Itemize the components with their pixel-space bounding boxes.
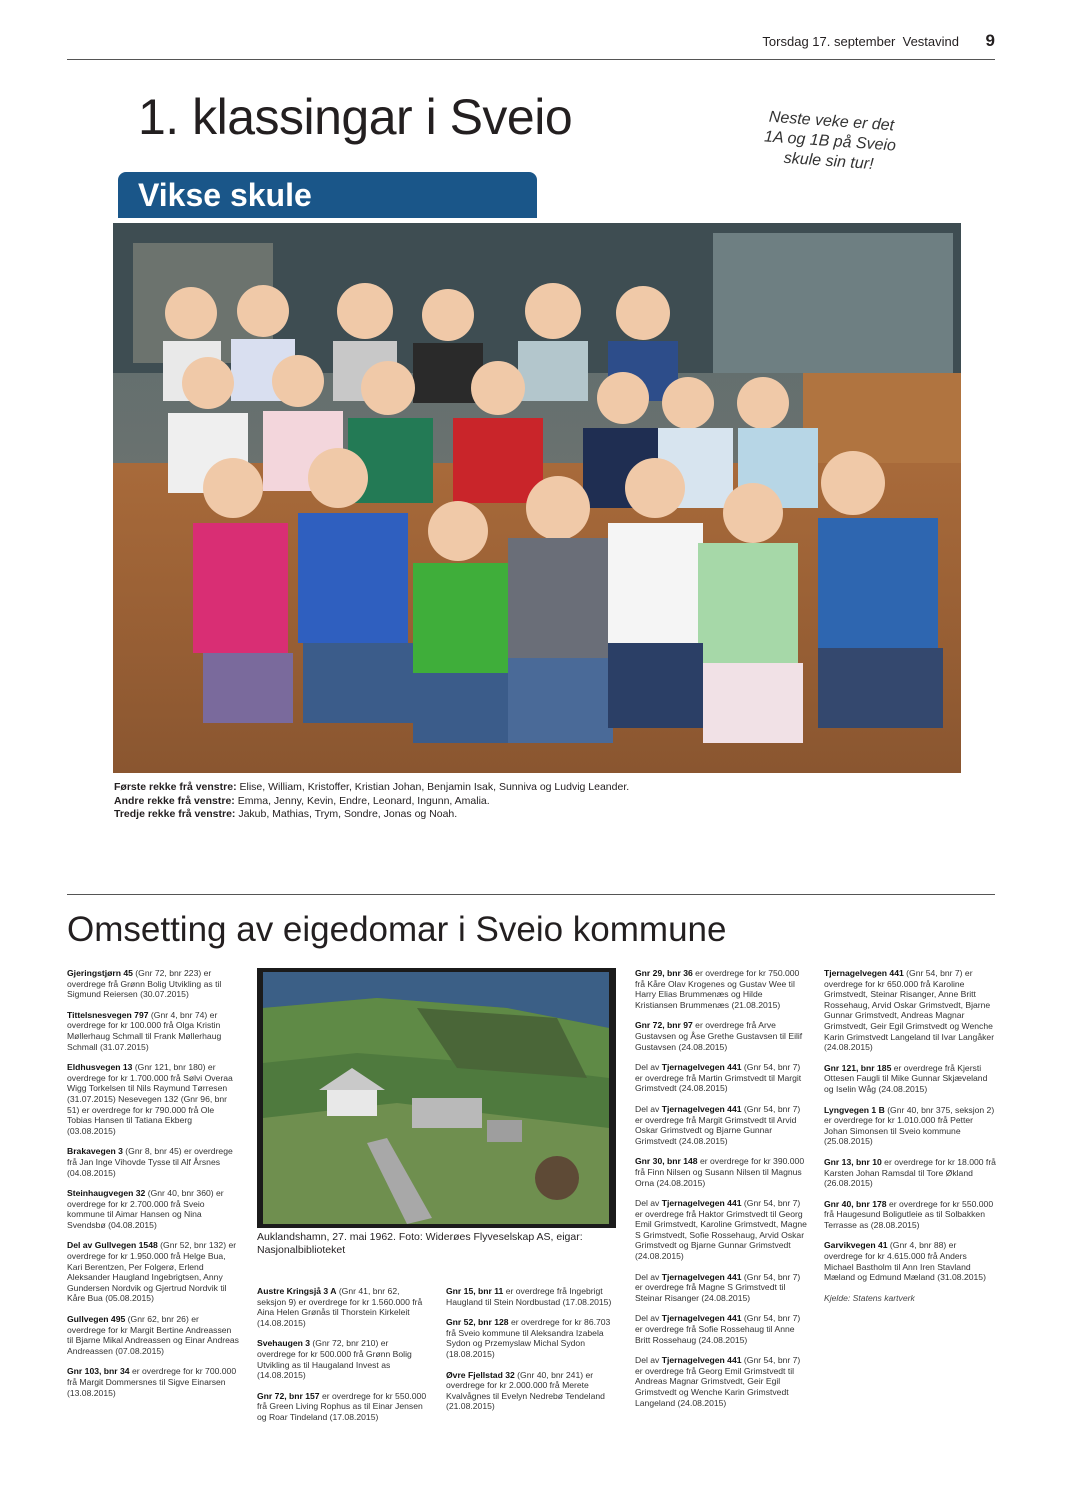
transaction-entry bbox=[635, 1062, 807, 1094]
school-name: Vikse skule bbox=[138, 177, 312, 213]
entry-details: (Gnr 54, bnr 7) er overdrege frå Georg Emil Grimstvedt til Andreas Magnar Grimstvedt, Geir Egil Grimstvedt og Wenche Karin Grimstvedt Langeland (24.08.2015) bbox=[635, 1355, 801, 1408]
entry-details: er overdrege for kr 550.000 frå Green Living Rophus as til Einar Jensen og Roar Tindeland (17.08.2015) bbox=[257, 1390, 427, 1422]
issue-date: Torsdag 17. september bbox=[762, 34, 896, 49]
entry-address: Gnr 72, bnr 157 bbox=[257, 1390, 320, 1401]
entry-address: Del av Gullvegen 1548 bbox=[67, 1240, 158, 1251]
entry-address: Gnr 72, bnr 97 bbox=[635, 1020, 693, 1031]
entry-details: er overdrege for kr 700.000 frå Margit Dommersnes til Sigve Einarsen (13.08.2015) bbox=[67, 1366, 237, 1398]
entry-address: Gnr 30, bnr 148 bbox=[635, 1156, 698, 1167]
transaction-entry bbox=[635, 1272, 807, 1304]
entry-address: Tittelsnesvegen 797 bbox=[67, 1009, 149, 1020]
caption-label: Første rekke frå venstre: bbox=[114, 781, 237, 793]
entry-address: Tjernagelvegen 441 bbox=[661, 1271, 742, 1282]
entry-address: Svehaugen 3 bbox=[257, 1338, 311, 1349]
caption-names: Elise, William, Kristoffer, Kristian Johan, Benjamin Isak, Sunniva og Ludvig Leander. bbox=[236, 781, 630, 793]
aerial-photo bbox=[257, 968, 616, 1228]
entry-details: (Gnr 40, bnr 360) er overdrege for kr 2.700.000 frå Sveio kommune til Aimar Hansen og Nina Svendsbø (04.08.2015) bbox=[67, 1188, 224, 1230]
caption-names: Emma, Jenny, Kevin, Endre, Leonard, Ingunn, Amalia. bbox=[234, 794, 490, 807]
section-title: Omsetting av eigedomar i Sveio kommune bbox=[67, 910, 727, 949]
transaction-entry bbox=[67, 968, 239, 1000]
transaction-entry bbox=[635, 1156, 807, 1188]
transaction-entry bbox=[635, 1313, 807, 1345]
entry-address: Gnr 121, bnr 185 bbox=[824, 1062, 892, 1073]
entry-details: er overdrege for kr 750.000 frå Kåre Olav Krogenes og Gustav Wee til Harry Elias Brummenæs og Hilde Kristiansen Brummenæs (21.08.2015) bbox=[635, 968, 800, 1010]
transaction-entry bbox=[635, 1198, 807, 1262]
transaction-entry bbox=[257, 1391, 429, 1423]
transactions-column-5 bbox=[824, 968, 996, 1303]
transactions-column-4 bbox=[635, 968, 807, 1418]
entry-prefix: Del av bbox=[635, 1313, 662, 1324]
transaction-entry bbox=[446, 1317, 618, 1359]
entry-details: (Gnr 4, bnr 88) er overdrege for kr 4.615.000 frå Anders Michael Bastholm til Ann Iren Stavland Mæland og Edmund Mæland (31.08.2015) bbox=[824, 1240, 986, 1283]
entry-address: Øvre Fjellstad 32 bbox=[446, 1369, 515, 1380]
entry-details: (Gnr 54, bnr 7) er overdrege frå Sofie Rossehaug til Anne Britt Rossehaug (24.08.2015) bbox=[635, 1313, 801, 1345]
transactions-column-3 bbox=[446, 1286, 618, 1422]
entry-prefix: Del av bbox=[635, 1271, 662, 1282]
paper-name: Vestavind bbox=[902, 34, 959, 49]
school-banner bbox=[118, 172, 537, 218]
entry-address: Tjernagelvegen 441 bbox=[661, 1062, 742, 1073]
entry-prefix: Del av bbox=[635, 1355, 662, 1366]
entry-address: Gnr 40, bnr 178 bbox=[824, 1198, 887, 1209]
entry-details: (Gnr 41, bnr 62, seksjon 9) er overdrege for kr 1.560.000 frå Aina Helen Grønås til Thorstein Kirkeleit (14.08.2015) bbox=[257, 1286, 423, 1328]
entry-address: Austre Kringsjå 3 A bbox=[257, 1286, 337, 1296]
entry-details: (Gnr 40, bnr 241) er overdrege for kr 2.000.000 frå Merete Kvalvågnes til Evelyn Nedrebø Tendeland (21.08.2015) bbox=[446, 1369, 605, 1412]
entry-details: (Gnr 54, bnr 7) er overdrege for kr 650.000 frå Karoline Grimstvedt, Steinar Risanger, Anne Britt Rossehaug, Arvid Oskar Grimstvedt, Bjarne Gunnar Grimstvedt, Andreas Magnar Grimstvedt, Geir Egil Grimstvedt og Wenche Karin Grimstvedt Langeland til Ivar Langåker (24.08.2015) bbox=[824, 968, 995, 1053]
caption-row-2 bbox=[114, 795, 964, 809]
transaction-entry bbox=[635, 1020, 807, 1052]
entry-details: er overdrege frå Ingebrigt Haugland til Stein Nordbustad (17.08.2015) bbox=[446, 1286, 612, 1307]
entry-details: (Gnr 54, bnr 7) er overdrege frå Martin Grimstvedt til Margit Grimstvedt (24.08.2015) bbox=[635, 1062, 802, 1094]
entry-address: Tjernagelvegen 441 bbox=[661, 1355, 742, 1366]
entry-address: Tjernagelvegen 441 bbox=[661, 1198, 742, 1209]
transaction-entry bbox=[635, 968, 807, 1010]
page-number: 9 bbox=[985, 31, 995, 50]
transactions-column-2 bbox=[257, 1286, 429, 1433]
teaser-line: skule sin tur! bbox=[783, 149, 875, 174]
caption-label: Andre rekke frå venstre: bbox=[114, 794, 235, 807]
entry-address: Gnr 13, bnr 10 bbox=[824, 1156, 882, 1167]
entry-address: Gnr 29, bnr 36 bbox=[635, 968, 693, 978]
teaser-note bbox=[748, 106, 912, 177]
entry-details: (Gnr 54, bnr 7) er overdrege frå Haktor Grimstvedt til Georg Emil Grimstvedt, Karoline Grimstvedt, Magne S Grimstvedt, Sofie Rossehaug, Arvid Oskar Grimstvedt og Bjarne Gunnar Grimstvedt (24.08.2015) bbox=[635, 1198, 807, 1262]
transaction-entry bbox=[67, 1010, 239, 1052]
transaction-entry bbox=[257, 1338, 429, 1380]
class-photo bbox=[113, 223, 961, 773]
teaser-line: 1A og 1B på Sveio bbox=[763, 128, 897, 155]
entry-details: er overdrege for kr 18.000 frå Karsten Johan Ramsdal til Tore Økland (26.08.2015) bbox=[824, 1156, 996, 1189]
entry-address: Eldhusvegen 13 bbox=[67, 1062, 133, 1073]
entry-address: Gnr 103, bnr 34 bbox=[67, 1366, 130, 1377]
entry-details: (Gnr 121, bnr 180) er overdrege for kr 1.700.000 frå Sølvi Overaa Wigg Torkelsen til Nils Raymund Tørresen (31.07.2015) Nesevegen 132 (Gnr 96, bnr 51) er overdrege for kr 790.000 frå Ole Tobias Hansen til Tatiana Ekberg (03.08.2015) bbox=[67, 1062, 233, 1136]
transaction-entry bbox=[67, 1146, 239, 1178]
entry-address: Lyngvegen 1 B bbox=[824, 1104, 885, 1115]
photo-caption bbox=[114, 781, 964, 822]
transaction-entry bbox=[824, 968, 996, 1053]
transaction-entry bbox=[257, 1286, 429, 1328]
transaction-entry bbox=[67, 1062, 239, 1136]
caption-row-3 bbox=[114, 808, 964, 822]
entry-details: er overdrege frå Kjersti Ottesen Faugli til Mike Gunnar Skjæveland og Iselin Wåg (24.08.2015) bbox=[824, 1062, 988, 1094]
entry-details: (Gnr 40, bnr 375, seksjon 2) er overdrege for kr 1.010.000 frå Petter Johan Simonsen til Sveio kommune (25.08.2015) bbox=[824, 1104, 995, 1147]
entry-details: er overdrege frå Arve Gustavsen og Åse Grethe Gustavsen til Eilif Gustavsen (24.08.2015) bbox=[635, 1020, 803, 1052]
transaction-entry bbox=[67, 1366, 239, 1398]
transaction-entry bbox=[635, 1104, 807, 1146]
transaction-entry bbox=[446, 1370, 618, 1412]
entry-details: (Gnr 4, bnr 74) er overdrege for kr 100.000 frå Olga Kristin Møllerhaug Schmall til Frank Møllerhaug Schmall (31.07.2015) bbox=[67, 1009, 222, 1052]
entry-details: er overdrege for kr 86.703 frå Sveio kommune til Aleksandra Izabela Sydon og Przemyslaw Michal Sydon (18.08.2015) bbox=[446, 1317, 611, 1359]
article-title: 1. klassingar i Sveio bbox=[138, 89, 573, 145]
transaction-entry bbox=[67, 1188, 239, 1230]
transaction-entry bbox=[446, 1286, 618, 1307]
caption-names: Jakub, Mathias, Trym, Sondre, Jonas og Noah. bbox=[235, 808, 458, 820]
entry-address: Gullvegen 495 bbox=[67, 1314, 126, 1325]
transaction-entry bbox=[824, 1105, 996, 1147]
entry-details: (Gnr 8, bnr 45) er overdrege frå Jan Inge Vihovde Tysse til Alf Årsnes (04.08.2015) bbox=[67, 1146, 233, 1178]
transaction-entry bbox=[67, 1314, 239, 1356]
header-date-line bbox=[762, 34, 959, 49]
source-note: Kjelde: Statens kartverk bbox=[824, 1292, 915, 1303]
transactions-column-1 bbox=[67, 968, 239, 1408]
transaction-entry bbox=[824, 1063, 996, 1095]
transaction-entry bbox=[824, 1157, 996, 1189]
entry-details: (Gnr 62, bnr 26) er overdrege for kr Margit Bertine Andreassen til Bjarne Mikal Andreassen og Einar Andreas Andreassen (07.08.2015) bbox=[67, 1314, 239, 1356]
aerial-caption: Auklandshamn, 27. mai 1962. Foto: Widerøes Flyveselskap AS, eigar: Nasjonalbiblioteket bbox=[257, 1231, 583, 1256]
entry-details: er overdrege for kr 550.000 frå Haugesund Boligutleie as til Solbakken Terrasse as (28.08.2015) bbox=[824, 1198, 994, 1230]
entry-details: er overdrege for kr 390.000 frå Finn Nilsen og Susann Nilsen til Magnus Orna (24.08.2015) bbox=[635, 1156, 805, 1188]
entry-details: (Gnr 54, bnr 7) er overdrege frå Magne S Grimstvedt til Steinar Risanger (24.08.2015) bbox=[635, 1271, 801, 1303]
entry-address: Tjernagelvegen 441 bbox=[824, 968, 904, 978]
transaction-entry bbox=[824, 1199, 996, 1231]
entry-details: (Gnr 52, bnr 132) er overdrege for kr 1.950.000 frå Helge Bua, Kari Berentzen, Per Folgerø, Erlend Aleksander Haugland Ingebrigtsen, Anny Gundersen Nordvik og Gjertrud Nordvik til Kåre Bua (05.08.2015) bbox=[67, 1240, 237, 1304]
entry-address: Brakavegen 3 bbox=[67, 1146, 123, 1157]
entry-address: Gnr 52, bnr 128 bbox=[446, 1317, 509, 1328]
entry-details: (Gnr 72, bnr 210) er overdrege for kr 500.000 frå Grønn Bolig Utvikling as til Haugaland Invest as (14.08.2015) bbox=[257, 1338, 412, 1381]
transaction-entry bbox=[635, 1355, 807, 1408]
header-divider bbox=[67, 59, 995, 60]
entry-address: Steinhaugvegen 32 bbox=[67, 1188, 146, 1199]
entry-prefix: Del av bbox=[635, 1062, 662, 1073]
caption-label: Tredje rekke frå venstre: bbox=[114, 808, 236, 820]
section-divider bbox=[67, 894, 995, 895]
entry-address: Garvikvegen 41 bbox=[824, 1240, 888, 1251]
entry-prefix: Del av bbox=[635, 1198, 662, 1209]
teaser-line: Neste veke er det bbox=[768, 108, 895, 135]
entry-details: (Gnr 54, bnr 7) er overdrege frå Margit Grimstvedt til Arvid Oskar Grimstvedt og Bjarne Gunnar Grimstvedt (24.08.2015) bbox=[635, 1103, 801, 1146]
entry-prefix: Del av bbox=[635, 1103, 662, 1114]
caption-row-1 bbox=[114, 781, 964, 795]
entry-details: (Gnr 72, bnr 223) er overdrege frå Grønn Bolig Utvikling as til Sigmund Reiersen (30.07.2015) bbox=[67, 968, 222, 1000]
transaction-entry bbox=[67, 1240, 239, 1304]
entry-address: Tjernagelvegen 441 bbox=[661, 1313, 742, 1324]
transaction-entry bbox=[824, 1240, 996, 1282]
entry-address: Tjernagelvegen 441 bbox=[661, 1103, 742, 1114]
entry-address: Gjeringstjørn 45 bbox=[67, 968, 133, 978]
entry-address: Gnr 15, bnr 11 bbox=[446, 1286, 504, 1296]
